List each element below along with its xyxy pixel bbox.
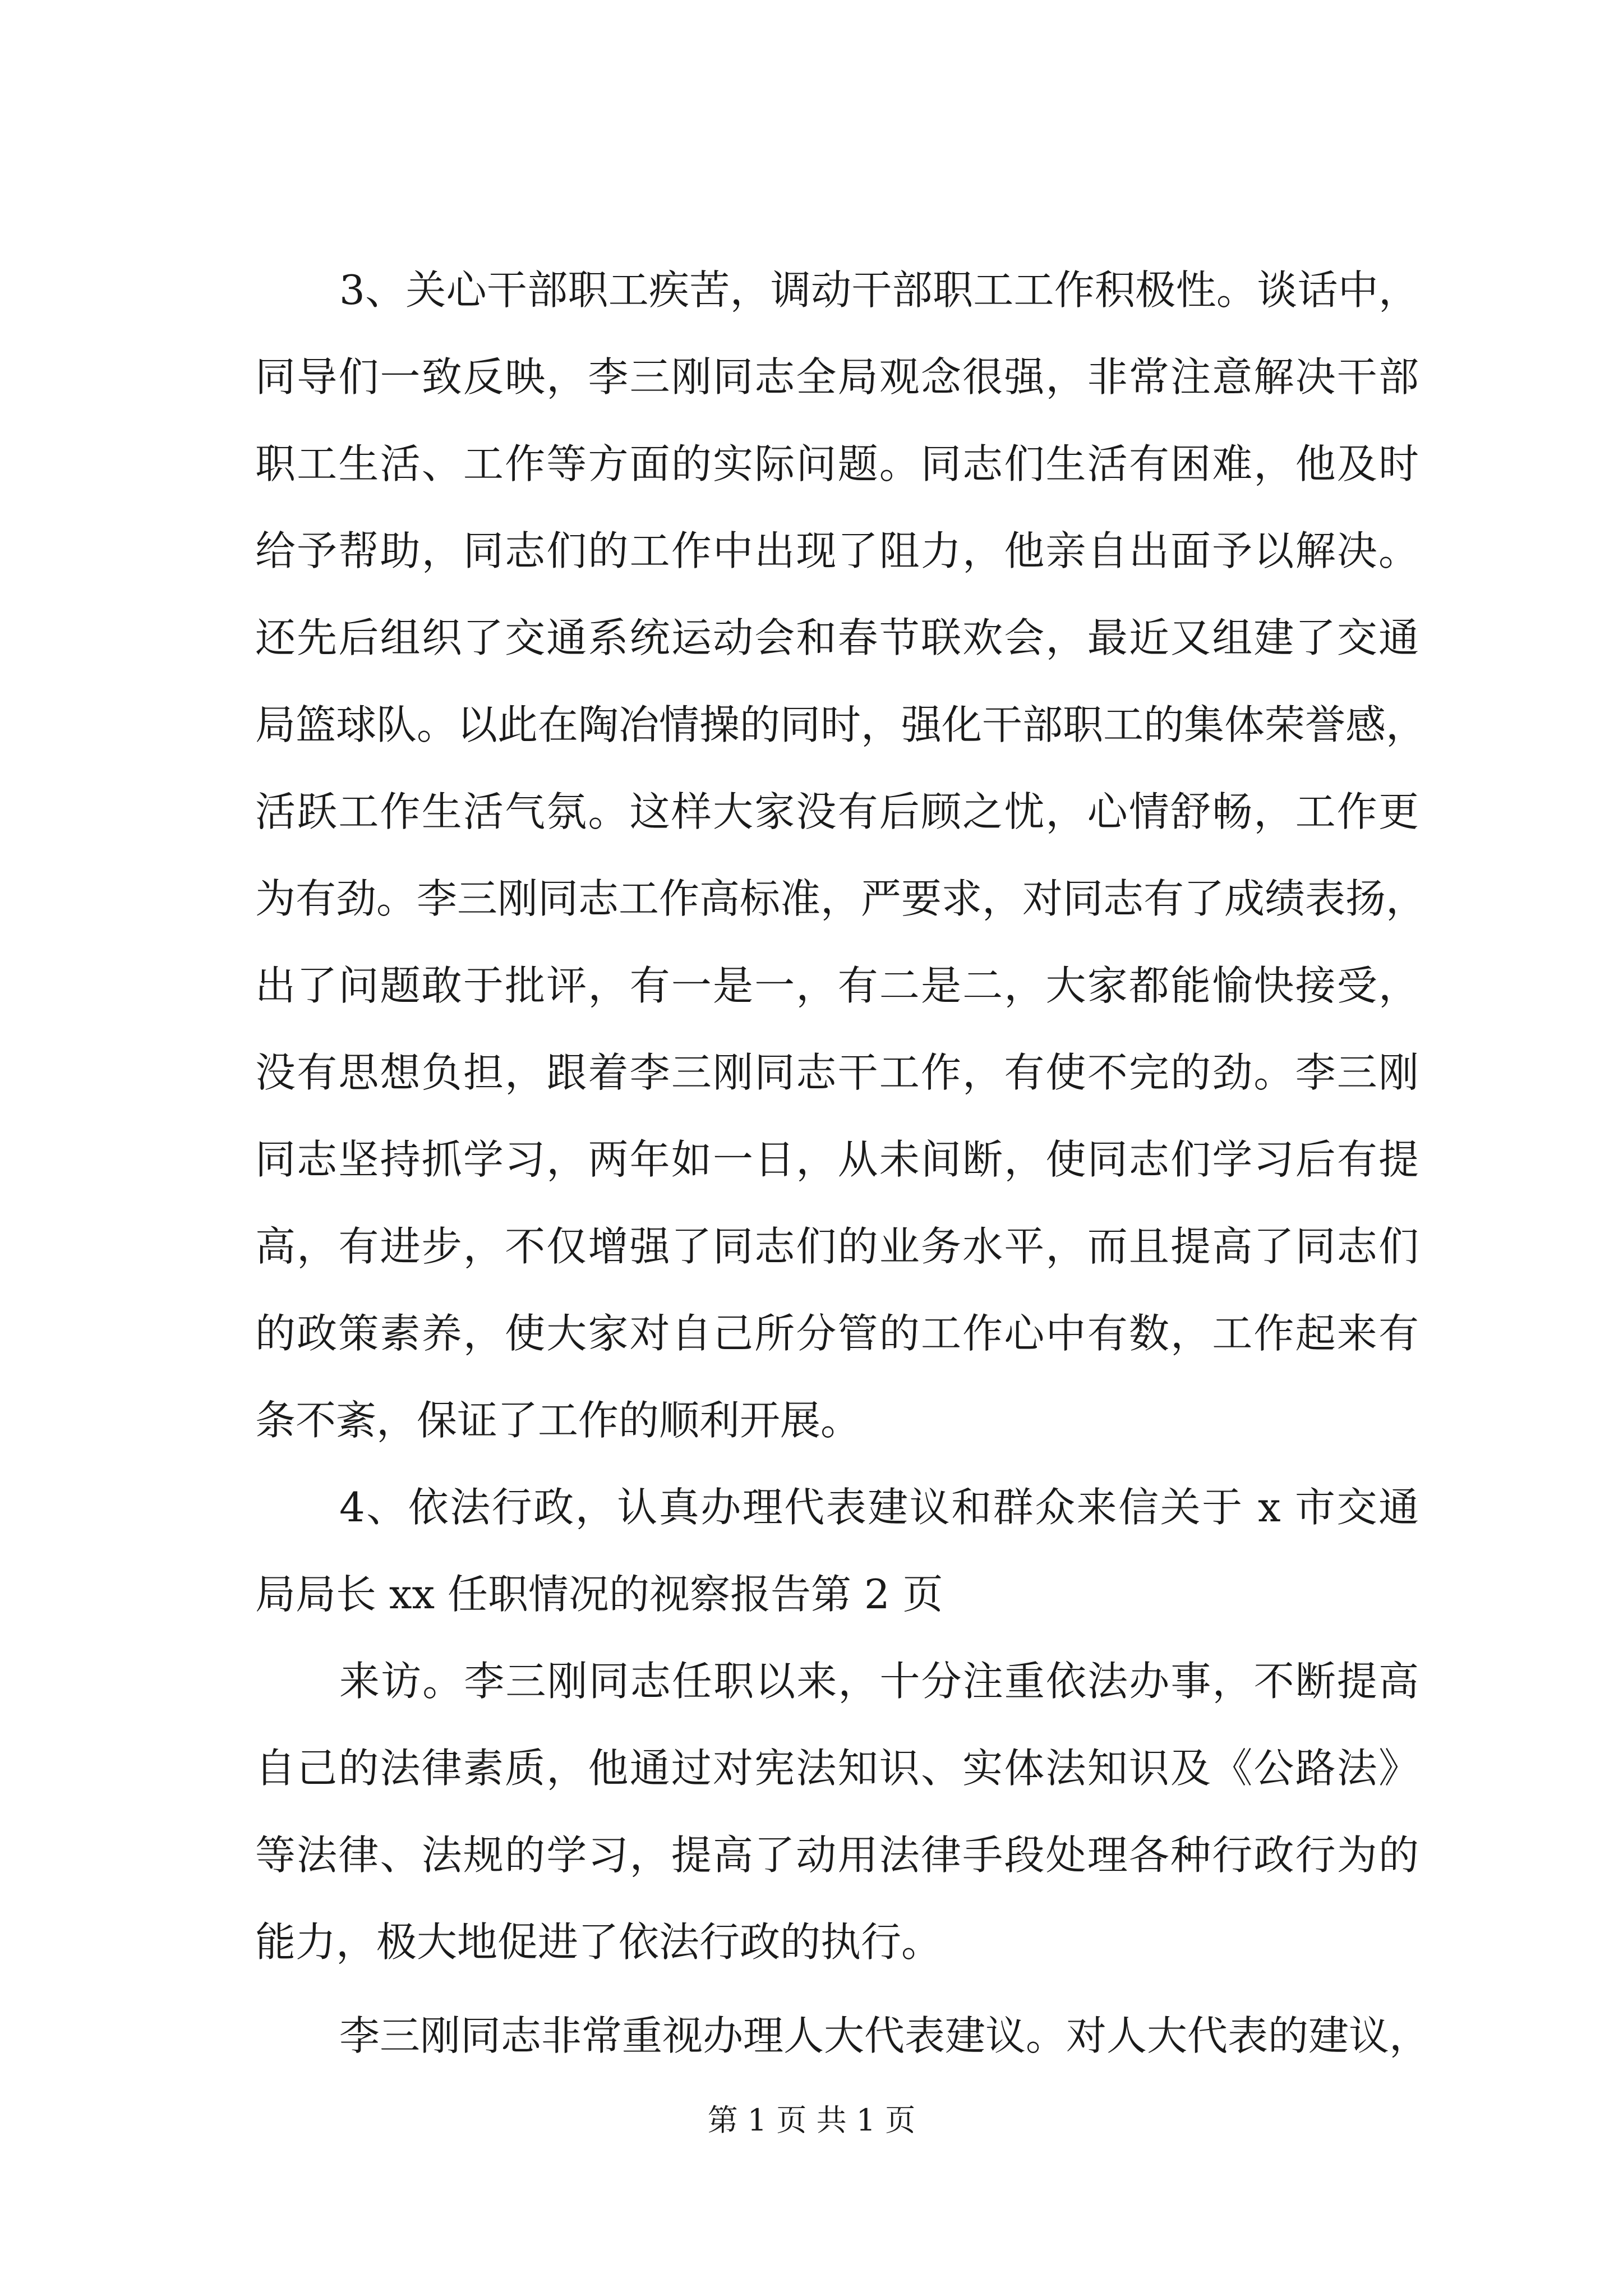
paragraph-line: 同导们一致反映，李三刚同志全局观念很强，非常注意解决干部 <box>255 353 1419 401</box>
paragraph-line: 局局长 xx 任职情况的视察报告第 2 页 <box>255 1571 943 1618</box>
paragraph-line: 高，有进步，不仅增强了同志们的业务水平，而且提高了同志们 <box>255 1223 1419 1270</box>
paragraph-line: 活跃工作生活气氛。这样大家没有后顾之忧，心情舒畅，工作更 <box>255 788 1419 835</box>
paragraph-line: 来访。李三刚同志任职以来，十分注重依法办事，不断提高 <box>339 1658 1419 1705</box>
paragraph-line: 为有劲。李三刚同志工作高标准，严要求，对同志有了成绩表扬， <box>255 875 1427 922</box>
paragraph-line: 出了问题敢于批评，有一是一，有二是二，大家都能愉快接受， <box>255 962 1419 1009</box>
paragraph-line: 条不紊，保证了工作的顺利开展。 <box>255 1397 861 1444</box>
paragraph-line: 等法律、法规的学习，提高了动用法律手段处理各种行政行为的 <box>255 1832 1419 1879</box>
paragraph <box>255 1638 1419 1986</box>
paragraph-line: 职工生活、工作等方面的实际问题。同志们生活有困难，他及时 <box>255 440 1419 487</box>
paragraph-line: 同志坚持抓学习，两年如一日，从未间断，使同志们学习后有提 <box>255 1136 1419 1183</box>
paragraph <box>255 247 1427 1464</box>
paragraph-line: 给予帮助，同志们的工作中出现了阻力，他亲自出面予以解决。 <box>255 527 1419 574</box>
page-number-label: 第 1 页 共 1 页 <box>707 2102 916 2138</box>
paragraph-line: 4、依法行政，认真办理代表建议和群众来信关于 x 市交通 <box>339 1484 1419 1531</box>
paragraph-line: 3、关心干部职工疾苦，调动干部职工工作积极性。谈话中， <box>339 266 1419 314</box>
paragraph-line: 还先后组织了交通系统运动会和春节联欢会，最近又组建了交通 <box>255 614 1419 661</box>
paragraph-line: 李三刚同志非常重视办理人大代表建议。对人大代表的建议， <box>339 2012 1430 2059</box>
paragraph <box>255 1464 1419 1638</box>
document-body <box>255 247 1430 2079</box>
paragraph-line: 没有思想负担，跟着李三刚同志干工作，有使不完的劲。李三刚 <box>255 1049 1419 1096</box>
paragraph-line: 自己的法律素质，他通过对宪法知识、实体法知识及《公路法》 <box>255 1745 1419 1792</box>
paragraph <box>255 1993 1430 2079</box>
paragraph-line: 的政策素养，使大家对自己所分管的工作心中有数，工作起来有 <box>255 1310 1419 1357</box>
paragraph-line: 能力，极大地促进了依法行政的执行。 <box>255 1918 942 1966</box>
paragraph-spacer <box>255 1986 1419 1993</box>
page-footer <box>0 2101 1623 2140</box>
paragraph-line: 局篮球队。以此在陶冶情操的同时，强化干部职工的集体荣誉感， <box>255 701 1427 748</box>
